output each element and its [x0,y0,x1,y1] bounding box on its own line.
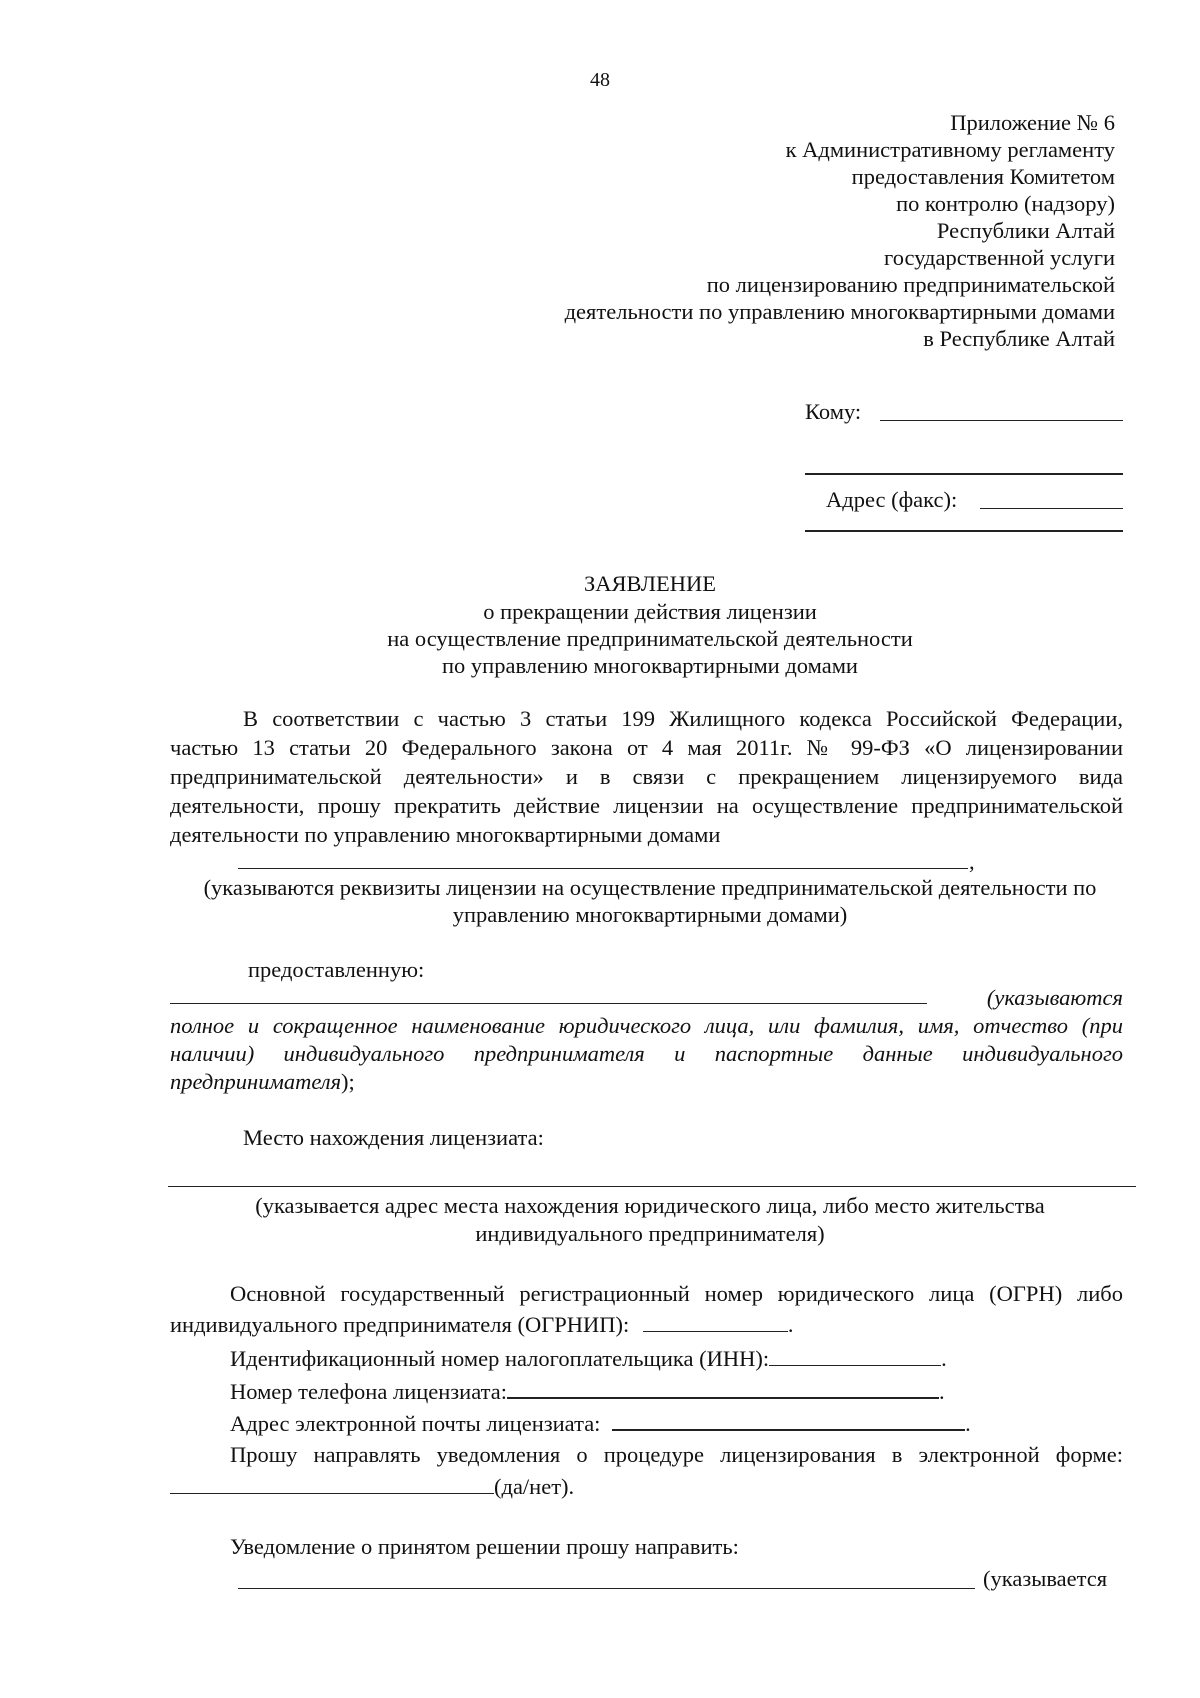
ogrn-line-1: Основной государственный регистрационный номер юридического лица (ОГРН) либо [230,1281,1123,1306]
to-label: Кому: [805,399,862,424]
ogrn-period: . [787,1312,794,1337]
header-line-8: деятельности по управлению многоквартирными домами [564,299,1115,324]
ogrn-line-2 [170,1311,794,1339]
ogrn-label: индивидуального предпринимателя (ОГРНИП): [170,1312,630,1337]
paragraph-1-line-5: деятельности по управлению многоквартирными домами [170,822,721,847]
header-line-4: по контролю (надзору) [896,191,1115,216]
electronic-row [170,1473,574,1501]
inn-row [230,1345,947,1373]
notify-hint: (указывается [983,1566,1108,1591]
header-line-9: в Республике Алтай [923,326,1115,351]
location-hint-2: индивидуального предпринимателя) [475,1221,825,1246]
electronic-field[interactable] [170,1473,494,1494]
location-field[interactable] [168,1186,1136,1187]
phone-label: Номер телефона лицензиата: [230,1379,507,1404]
page-number: 48 [590,69,610,91]
provided-hint-tail: ); [341,1069,355,1094]
title-line-1: о прекращении действия лицензии [483,599,817,624]
provided-label: предоставленную: [248,957,425,982]
notify-label: Уведомление о принятом решении прошу направить: [230,1534,739,1559]
email-field[interactable] [612,1409,965,1431]
address-label: Адрес (факс): [826,487,958,512]
paragraph-1-line-2: частью 13 статьи 20 Федерального закона от 4 мая 2011г. № 99-ФЗ «О лицензировании [170,735,1123,760]
header-line-7: по лицензированию предпринимательской [706,272,1115,297]
location-label: Место нахождения лицензиата: [243,1125,544,1150]
phone-row [230,1377,945,1406]
ogrn-field[interactable] [643,1311,788,1332]
provided-hint-start: (указываются [986,985,1123,1010]
inn-period: . [941,1346,947,1371]
provided-hint-line-4-wrap [170,1068,355,1096]
email-row [230,1409,971,1438]
header-line-3: предоставления Комитетом [851,164,1115,189]
paragraph-1-line-4: деятельности, прошу прекратить действие лицензии на осуществление предпринимательской [170,793,1123,818]
provided-field[interactable] [170,1003,927,1004]
to-field[interactable] [880,420,1123,421]
title-line-3: по управлению многоквартирными домами [442,653,858,678]
paragraph-1-line-1: В соответствии с частью 3 статьи 199 Жилищного кодекса Российской Федерации, [243,706,1123,731]
document-title: ЗАЯВЛЕНИЕ [584,571,716,596]
email-label: Адрес электронной почты лицензиата: [230,1411,601,1436]
header-line-2: к Административному регламенту [785,137,1115,162]
phone-field[interactable] [507,1377,939,1399]
inn-label: Идентификационный номер налогоплательщика (ИНН): [230,1346,770,1371]
location-hint-1: (указывается адрес места нахождения юридического лица, либо место жительства [255,1193,1045,1218]
license-details-field[interactable] [238,868,968,869]
inn-field[interactable] [769,1345,941,1366]
email-period: . [965,1411,971,1436]
electronic-suffix: (да/нет). [494,1474,575,1499]
provided-hint-line-3: наличии) индивидуального предпринимателя и паспортные данные индивидуального [170,1041,1123,1066]
paragraph-1-line-3: предпринимательской деятельности» и в связи с прекращением лицензируемого вида [170,764,1123,789]
license-comma: , [969,849,975,874]
license-hint-1: (указываются реквизиты лицензии на осуществление предпринимательской деятельности по [203,875,1097,900]
header-line-1: Приложение № 6 [950,110,1115,135]
notify-field[interactable] [238,1588,975,1589]
provided-hint-line-2: полное и сокращенное наименование юридического лица, или фамилия, имя, отчество (при [170,1013,1123,1038]
provided-hint-line-4: предпринимателя [170,1069,342,1094]
header-line-5: Республики Алтай [936,218,1115,243]
electronic-line-1: Прошу направлять уведомления о процедуре лицензирования в электронной форме: [230,1442,1123,1467]
address-field-line-2[interactable] [805,530,1123,532]
address-field[interactable] [980,508,1123,509]
title-line-2: на осуществление предпринимательской деятельности [387,626,913,651]
header-line-6: государственной услуги [884,245,1115,270]
license-hint-2: управлению многоквартирными домами) [452,902,848,927]
phone-period: . [938,1379,945,1404]
to-field-line-2[interactable] [805,473,1123,475]
